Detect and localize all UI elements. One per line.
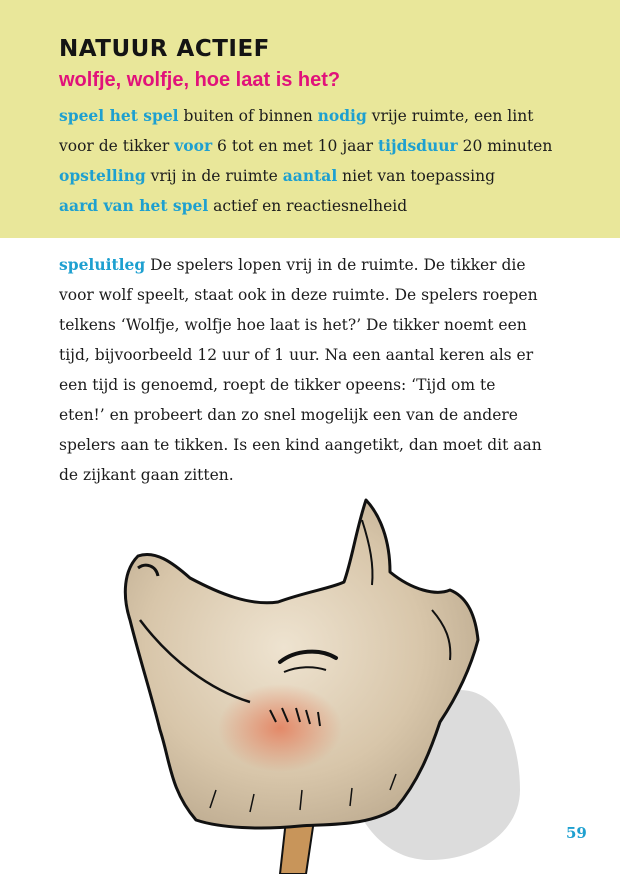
page-title: NATUUR ACTIEF (59, 36, 270, 62)
explanation-line: telkens ‘Wolfje, wolfje hoe laat is het?’ De tikker noemt een (59, 316, 527, 334)
info-keyword: speel het spel (59, 106, 179, 125)
page-number: 59 (566, 824, 587, 842)
info-value: 6 tot en met 10 jaar (212, 137, 378, 155)
explanation-line: spelers aan te tikken. Is een kind aangetikt, dan moet dit aan (59, 436, 542, 454)
info-value: buiten of binnen (178, 107, 318, 125)
info-keyword: nodig (317, 106, 367, 125)
info-line (59, 191, 579, 221)
explanation-label: speluitleg (59, 255, 146, 274)
explanation-line: voor wolf speelt, staat ook in deze ruimte. De spelers roepen (59, 286, 538, 304)
info-value: niet van toepassing (337, 167, 495, 185)
info-line (59, 131, 579, 161)
info-value: 20 minuten (457, 137, 553, 155)
info-line (59, 161, 579, 191)
info-value: voor de tikker (59, 137, 175, 155)
info-keyword: voor (174, 136, 213, 155)
info-keyword: tijdsduur (377, 136, 458, 155)
info-keyword: opstelling (59, 166, 146, 185)
game-info (59, 101, 579, 221)
info-value: actief en reactiesnelheid (208, 197, 408, 215)
explanation-line: een tijd is genoemd, roept de tikker opeens: ‘Tijd om te (59, 376, 496, 394)
info-value: vrij in de ruimte (145, 167, 283, 185)
game-explanation (59, 250, 579, 490)
info-keyword: aantal (282, 166, 338, 185)
game-title: wolfje, wolfje, hoe laat is het? (59, 69, 341, 91)
info-line (59, 101, 579, 131)
explanation-line: de zijkant gaan zitten. (59, 466, 234, 484)
explanation-line: eten!’ en probeert dan zo snel mogelijk een van de andere (59, 406, 518, 424)
wolf-mask-illustration (100, 490, 560, 874)
info-value: vrije ruimte, een lint (366, 107, 534, 125)
explanation-line: tijd, bijvoorbeeld 12 uur of 1 uur. Na een aantal keren als er (59, 346, 534, 364)
explanation-line (59, 250, 579, 280)
explanation-text: De spelers lopen vrij in de ruimte. De tikker die (145, 256, 526, 274)
header-panel (0, 0, 620, 238)
info-keyword: aard van het spel (59, 196, 209, 215)
